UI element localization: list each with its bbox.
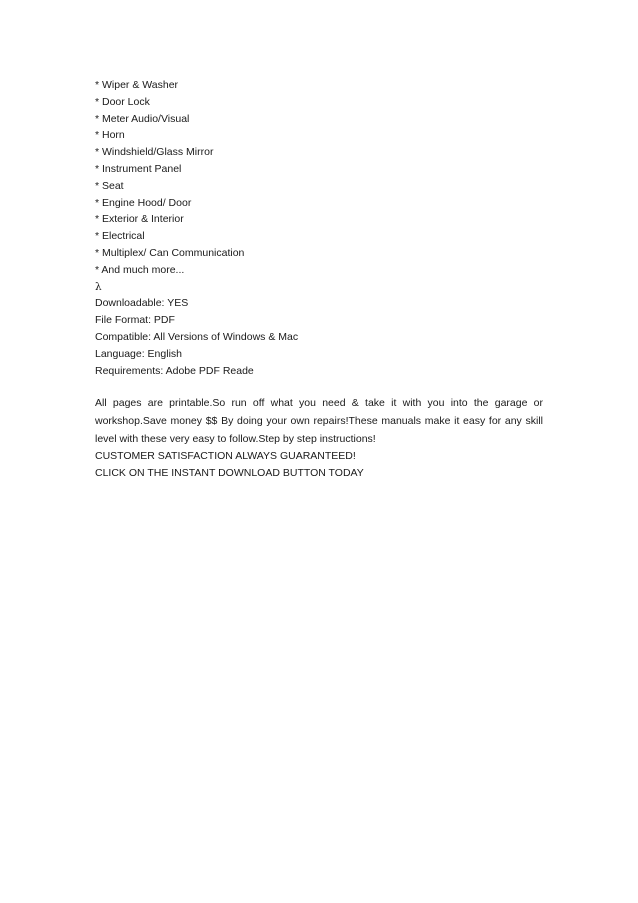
spec-compatible: Compatible: All Versions of Windows & Mac (95, 330, 299, 343)
feature-item: * Seat (95, 179, 124, 192)
feature-item: * Engine Hood/ Door (95, 196, 192, 209)
spec-list (95, 295, 543, 379)
spec-downloadable: Downloadable: YES (95, 297, 189, 310)
feature-item: * Windshield/Glass Mirror (95, 146, 214, 159)
call-to-action-line: CLICK ON THE INSTANT DOWNLOAD BUTTON TODAY (95, 466, 364, 479)
spec-requirements: Requirements: Adobe PDF Reade (95, 364, 254, 377)
feature-item: * Multiplex/ Can Communication (95, 246, 245, 259)
guarantee-line: CUSTOMER SATISFACTION ALWAYS GUARANTEED! (95, 450, 356, 463)
feature-item: * And much more... (95, 263, 185, 276)
feature-item: * Electrical (95, 230, 145, 243)
feature-item: * Meter Audio/Visual (95, 112, 190, 125)
feature-item: * Instrument Panel (95, 162, 182, 175)
document-content (95, 77, 543, 482)
feature-item: * Exterior & Interior (95, 213, 184, 226)
lambda-symbol: λ (95, 280, 102, 293)
feature-item: * Horn (95, 129, 125, 142)
feature-item: * Wiper & Washer (95, 79, 179, 91)
feature-list (95, 77, 543, 279)
description-paragraph: All pages are printable.So run off what you need & take it with you into the garage or workshop.Save money $$ By doing your own repairs!These manuals make it easy for any skill level with these very easy to follow.Step by step instructions! (95, 397, 543, 445)
paragraph-spacer (95, 379, 543, 395)
spec-language: Language: English (95, 347, 182, 360)
feature-item: * Door Lock (95, 95, 150, 108)
spec-file-format: File Format: PDF (95, 314, 175, 327)
